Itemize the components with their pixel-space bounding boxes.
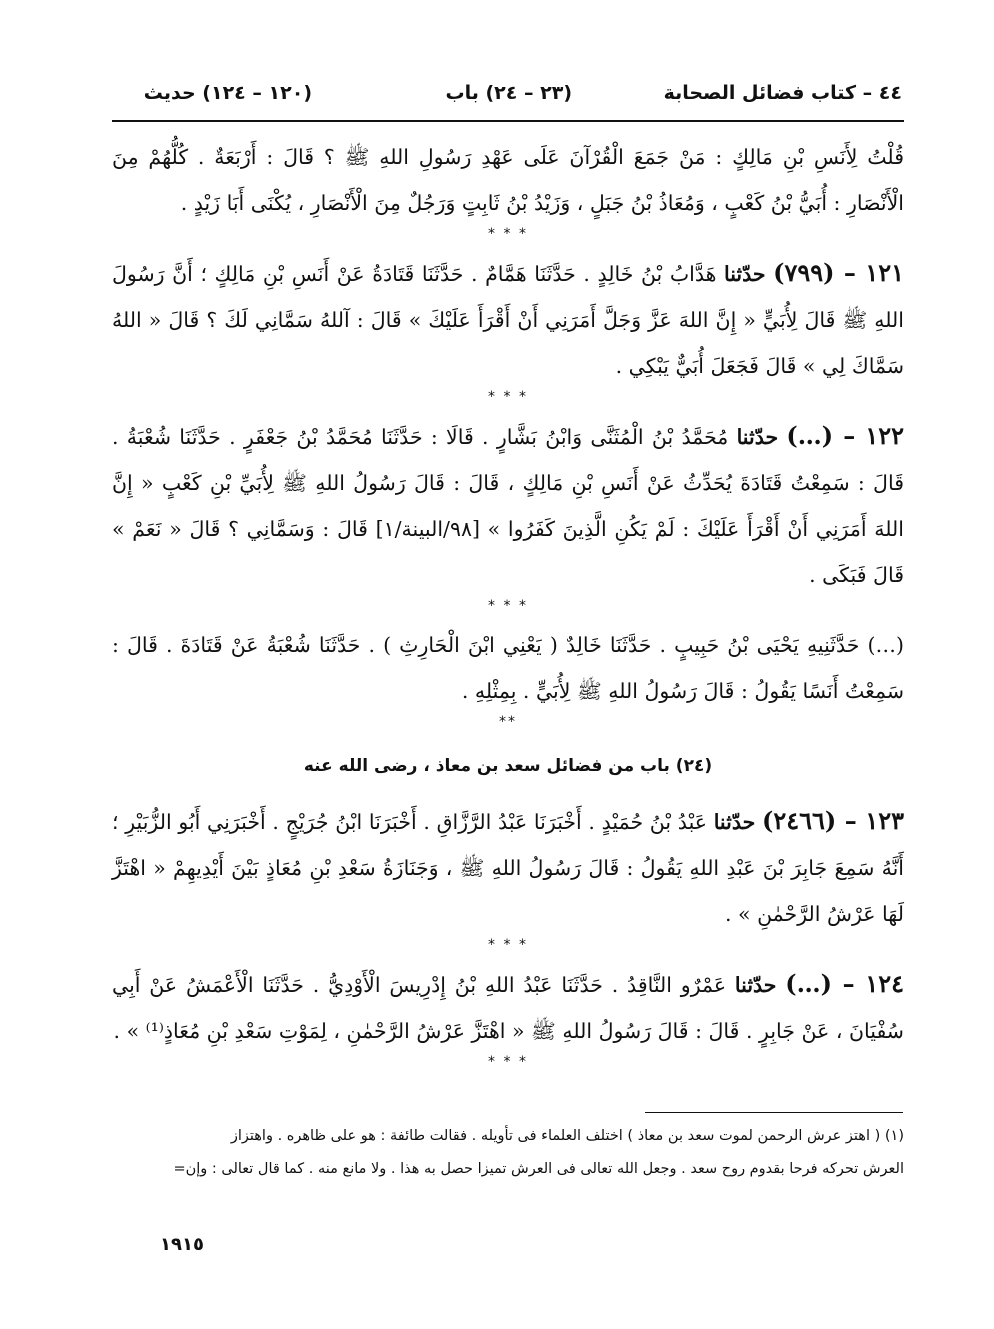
hadith-number: ١٢١ – (٧٩٩): [773, 258, 904, 287]
header-book-title: ٤٤ – كتاب فضائل الصحابة: [663, 82, 902, 104]
transmission-word: حدّثنا: [723, 262, 766, 286]
footnote-line: العرش تحركه فرحا بقدوم روح سعد . وجعل الله تعالى فى العرش تميزا حصل به هذا . ولا مانع منه . كما قال تعالى : وإن=: [173, 1161, 904, 1177]
hadith-121: [112, 250, 904, 389]
chapter-heading: (٢٤) باب من فضائل سعد بن معاذ ، رضى الله عنه: [303, 756, 713, 776]
hadith-text: عَبْدُ بْنُ حُمَيْدٍ . أَخْبَرَنَا عَبْدُ الرَّزَّاقِ . أَخْبَرَنَا ابْنُ جُرَيْجٍ . أَخْبَرَنِي أَبُو الزُّبَيْرِ ؛ أَنَّهُ سَمِعَ جَابِرَ بْنَ عَبْدِ اللهِ يَقُولُ : قَالَ رَسُولُ اللهِ ﷺ ، وَجَنَازَةُ سَعْدِ بْنِ مُعَاذٍ بَيْنَ أَيْدِيهِمْ « اهْتَزَّ لَهَا عَرْشُ الرَّحْمٰنِ » .: [112, 810, 904, 926]
main-text: [112, 134, 904, 1078]
hadith-124: [112, 961, 904, 1054]
running-header: [112, 82, 902, 120]
section-separator: *‌*: [499, 714, 517, 730]
section-separator: * * *: [488, 937, 528, 953]
footnote-divider: [645, 1112, 903, 1113]
section-separator: * * *: [488, 389, 528, 405]
hadith-text: عَمْرٌو النَّاقِدُ . حَدَّثَنَا عَبْدُ اللهِ بْنُ إِدْرِيسَ الْأَوْدِيُّ . حَدَّثَنَا الْأَعْمَشُ عَنْ أَبِي سُفْيَانَ ، عَنْ جَابِرٍ . قَالَ : قَالَ رَسُولُ اللهِ ﷺ « اهْتَزَّ عَرْشُ الرَّحْمٰنِ ، لِمَوْتِ سَعْدِ بْنِ مُعَاذٍ⁽¹⁾ » .: [112, 973, 904, 1043]
page-number: ١٩١٥: [160, 1234, 204, 1255]
hadith-number: ١٢٤ – (…): [785, 969, 904, 998]
section-separator: * * *: [488, 1054, 528, 1070]
hadith-123: [112, 798, 904, 937]
transmission-word: حدّثنا: [736, 425, 779, 449]
hadith-122: [112, 413, 904, 598]
header-chapter-range: (٢٣ – ٢٤) باب: [445, 82, 572, 104]
transmission-word: حدّثنا: [713, 810, 756, 834]
section-separator: * * *: [488, 598, 528, 614]
transmission-word: حدّثنا: [734, 973, 777, 997]
header-hadith-range: (١٢٠ – ١٢٤) حديث: [143, 82, 312, 104]
hadith-number: ١٢٣ – (٢٤٦٦): [761, 806, 904, 835]
footnote-line: (١) ( اهتز عرش الرحمن لموت سعد بن معاذ ) اختلف العلماء فى تأويله . فقالت طائفة : هو على ظاهره . واهتزاز: [230, 1128, 904, 1144]
hadith-text: مُحَمَّدُ بْنُ الْمُثَنَّى وَابْنُ بَشَّارٍ . قَالَا : حَدَّثَنَا مُحَمَّدُ بْنُ جَعْفَرٍ . حَدَّثَنَا شُعْبَةُ . قَالَ : سَمِعْتُ قَتَادَةَ يُحَدِّثُ عَنْ أَنَسِ بْنِ مَالِكٍ ، قَالَ : قَالَ رَسُولُ اللهِ ﷺ لِأُبَيِّ بْنِ كَعْبٍ « إِنَّ اللهَ أَمَرَنِي أَنْ أَقْرَأَ عَلَيْكَ : لَمْ يَكُنِ الَّذِينَ كَفَرُوا » [٩٨/البينة/١] قَالَ : وَسَمَّانِي ؟ قَالَ « نَعَمْ » قَالَ فَبَكَى .: [112, 425, 904, 587]
footnotes: [112, 1120, 904, 1186]
section-separator: * * *: [488, 226, 528, 242]
hadith-120-continuation: قُلْتُ لِأَنَسِ بْنِ مَالِكٍ : مَنْ جَمَعَ الْقُرْآنَ عَلَى عَهْدِ رَسُولِ اللهِ ﷺ ؟ قَالَ : أَرْبَعَةٌ . كُلُّهُمْ مِنَ الْأَنْصَارِ : أُبَيُّ بْنُ كَعْبٍ ، وَمُعَاذُ بْنُ جَبَلٍ ، وَزَيْدُ بْنُ ثَابِتٍ وَرَجُلٌ مِنَ الْأَنْصَارِ ، يُكْنَى أَبَا زَيْدٍ .: [112, 145, 904, 215]
hadith-number: ١٢٢ – (…): [786, 421, 904, 450]
hadith-text: هَدَّابُ بْنُ خَالِدٍ . حَدَّثَنَا هَمَّامٌ . حَدَّثَنَا قَتَادَةُ عَنْ أَنَسِ بْنِ مَالِكٍ ؛ أَنَّ رَسُولَ اللهِ ﷺ قَالَ لِأُبَيٍّ « إِنَّ اللهَ عَزَّ وَجَلَّ أَمَرَنِي أَنْ أَقْرَأَ عَلَيْكَ » قَالَ : آللهُ سَمَّانِي لَكَ ؟ قَالَ « اللهُ سَمَّاكَ لِي » قَالَ فَجَعَلَ أُبَيٌّ يَبْكِي .: [112, 262, 904, 378]
hadith-122-variant: (…) حَدَّثَنِيهِ يَحْيَى بْنُ حَبِيبٍ . حَدَّثَنَا خَالِدٌ ( يَعْنِي ابْنَ الْحَارِثِ ) . حَدَّثَنَا شُعْبَةُ عَنْ قَتَادَةَ . قَالَ : سَمِعْتُ أَنَسًا يَقُولُ : قَالَ رَسُولُ اللهِ ﷺ لِأُبَيٍّ . بِمِثْلِهِ .: [112, 633, 904, 703]
header-divider: [112, 120, 904, 122]
